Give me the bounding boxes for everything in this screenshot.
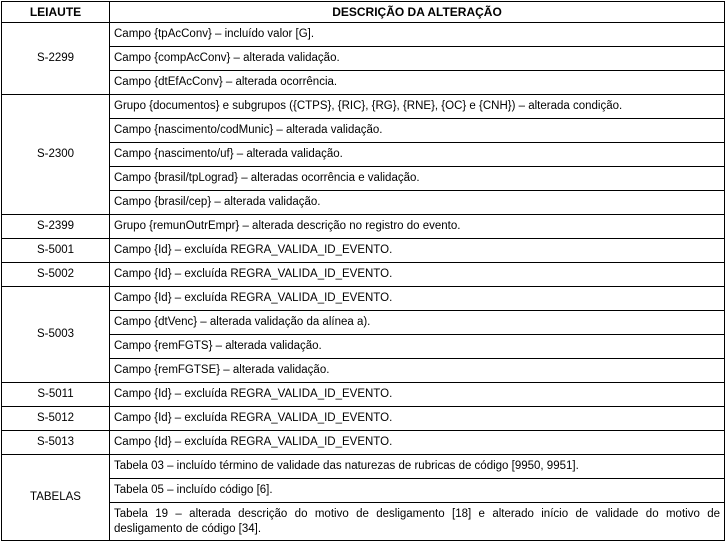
description-cell: Campo {Id} – excluída REGRA_VALIDA_ID_EVENTO.: [110, 287, 725, 311]
description-cell: Campo {compAcConv} – alterada validação.: [110, 47, 725, 71]
layout-cell: S-2399: [2, 215, 110, 239]
table-row: [2, 71, 725, 95]
description-cell: Campo {Id} – excluída REGRA_VALIDA_ID_EVENTO.: [110, 431, 725, 455]
description-cell: Campo {remFGTSE} – alterada validação.: [110, 359, 725, 383]
table-row: [2, 407, 725, 431]
description-cell: Grupo {documentos} e subgrupos ({CTPS}, {RIC}, {RG}, {RNE}, {OC} e {CNH}) – alterada condição.: [110, 95, 725, 119]
table-row: [2, 239, 725, 263]
description-cell: Campo {Id} – excluída REGRA_VALIDA_ID_EVENTO.: [110, 407, 725, 431]
layout-cell: S-5013: [2, 431, 110, 455]
description-cell: Campo {brasil/tpLograd} – alteradas ocorrência e validação.: [110, 167, 725, 191]
table-row: [2, 263, 725, 287]
description-cell: Campo {remFGTS} – alterada validação.: [110, 335, 725, 359]
table-row: [2, 287, 725, 311]
table-row: [2, 383, 725, 407]
table-row: [2, 359, 725, 383]
layout-cell: S-5003: [2, 287, 110, 383]
table-row: [2, 23, 725, 47]
description-cell: Campo {tpAcConv} – incluído valor [G].: [110, 23, 725, 47]
layout-cell: S-5002: [2, 263, 110, 287]
header-description: DESCRIÇÃO DA ALTERAÇÃO: [110, 2, 725, 23]
changes-table: [1, 1, 725, 541]
table-row: [2, 503, 725, 541]
header-layout: LEIAUTE: [2, 2, 110, 23]
layout-cell: S-5001: [2, 239, 110, 263]
table-row: [2, 455, 725, 479]
description-cell: Campo {Id} – excluída REGRA_VALIDA_ID_EVENTO.: [110, 263, 725, 287]
table-row: [2, 431, 725, 455]
table-body: [2, 23, 725, 541]
table-row: [2, 311, 725, 335]
table-row: [2, 47, 725, 71]
table-row: [2, 479, 725, 503]
table-row: [2, 95, 725, 119]
table-row: [2, 119, 725, 143]
table-row: [2, 215, 725, 239]
description-cell: Campo {Id} – excluída REGRA_VALIDA_ID_EVENTO.: [110, 383, 725, 407]
description-cell: Tabela 05 – incluído código [6].: [110, 479, 725, 503]
layout-cell: S-2300: [2, 95, 110, 215]
table-header: [2, 2, 725, 23]
table-row: [2, 335, 725, 359]
description-cell: Grupo {remunOutrEmpr} – alterada descrição no registro do evento.: [110, 215, 725, 239]
layout-cell: TABELAS: [2, 455, 110, 541]
table-row: [2, 191, 725, 215]
description-cell: Tabela 03 – incluído término de validade das naturezas de rubricas de código [9950, 9951].: [110, 455, 725, 479]
description-cell: Campo {dtVenc} – alterada validação da alínea a).: [110, 311, 725, 335]
description-cell: Campo {nascimento/uf} – alterada validação.: [110, 143, 725, 167]
description-cell: Campo {Id} – excluída REGRA_VALIDA_ID_EVENTO.: [110, 239, 725, 263]
description-cell: Tabela 19 – alterada descrição do motivo de desligamento [18] e alterado início de validade do motivo de desligamento de código [34].: [110, 503, 725, 541]
table-row: [2, 167, 725, 191]
table-row: [2, 143, 725, 167]
layout-cell: S-2299: [2, 23, 110, 95]
description-cell: Campo {nascimento/codMunic} – alterada validação.: [110, 119, 725, 143]
description-cell: Campo {brasil/cep} – alterada validação.: [110, 191, 725, 215]
layout-cell: S-5011: [2, 383, 110, 407]
header-row: [2, 2, 725, 23]
description-cell: Campo {dtEfAcConv} – alterada ocorrência.: [110, 71, 725, 95]
layout-cell: S-5012: [2, 407, 110, 431]
